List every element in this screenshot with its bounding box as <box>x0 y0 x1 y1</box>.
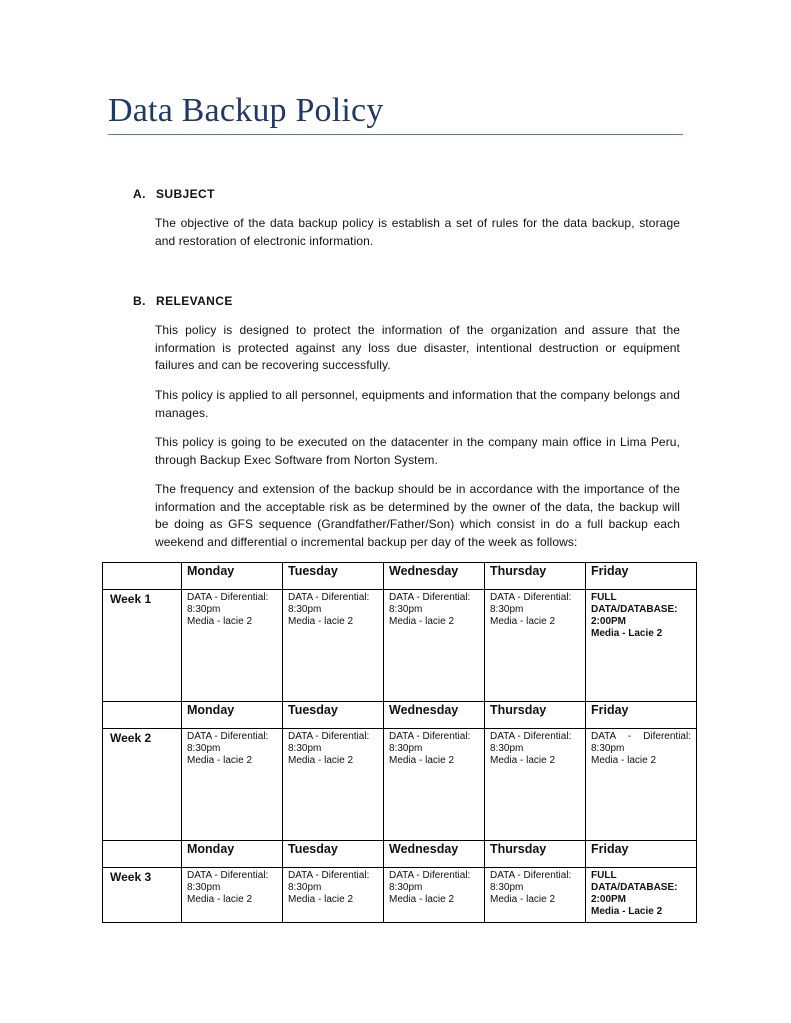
section-title: RELEVANCE <box>156 294 233 308</box>
backup-schedule-table <box>102 562 697 923</box>
day-header-wednesday: Wednesday <box>384 841 485 868</box>
subject-paragraph: The objective of the data backup policy is establish a set of rules for the data backup, storage and restoration of electronic information. <box>155 216 680 248</box>
section-heading-relevance <box>133 294 233 308</box>
section-letter: B. <box>133 294 146 308</box>
week-label: Week 2 <box>103 729 182 841</box>
day-header-monday: Monday <box>182 702 283 729</box>
schedule-cell: DATA - Diferential: 8:30pm Media - lacie 2 <box>485 590 586 702</box>
day-header-thursday: Thursday <box>485 563 586 590</box>
day-header-thursday: Thursday <box>485 702 586 729</box>
day-header-friday: Friday <box>586 563 697 590</box>
table-row-day-header <box>103 841 697 868</box>
schedule-cell: DATA - Diferential: 8:30pm Media - lacie 2 <box>283 729 384 841</box>
schedule-cell: DATA - Diferential: 8:30pm Media - lacie 2 <box>182 590 283 702</box>
table-row-week-1 <box>103 590 697 702</box>
schedule-cell: DATA - Diferential: 8:30pm Media - lacie 2 <box>283 868 384 923</box>
schedule-cell: DATA - Diferential: 8:30pm Media - lacie 2 <box>485 729 586 841</box>
schedule-cell: DATA - Diferential: 8:30pm Media - lacie 2 <box>182 729 283 841</box>
relevance-paragraph-1: This policy is designed to protect the information of the organization and assure that the information is protected against any loss due disaster, intentional destruction or equipment failures and can be recovering successfully. <box>155 323 680 372</box>
title-underline <box>108 134 683 135</box>
day-header-thursday: Thursday <box>485 841 586 868</box>
empty-corner-cell <box>103 702 182 729</box>
table-row-day-header <box>103 702 697 729</box>
schedule-cell: DATA - Diferential: 8:30pm Media - lacie 2 <box>384 868 485 923</box>
day-header-monday: Monday <box>182 841 283 868</box>
section-heading-subject <box>133 187 215 201</box>
schedule-cell: DATA - Diferential: 8:30pm Media - lacie 2 <box>586 729 697 841</box>
week-label: Week 1 <box>103 590 182 702</box>
day-header-friday: Friday <box>586 841 697 868</box>
week-label: Week 3 <box>103 868 182 923</box>
day-header-wednesday: Wednesday <box>384 702 485 729</box>
schedule-cell-full-backup: FULL DATA/DATABASE: 2:00PM Media - Lacie 2 <box>586 868 697 923</box>
schedule-cell: DATA - Diferential: 8:30pm Media - lacie 2 <box>485 868 586 923</box>
schedule-cell: DATA - Diferential: 8:30pm Media - lacie 2 <box>182 868 283 923</box>
day-header-monday: Monday <box>182 563 283 590</box>
table-row-week-3 <box>103 868 697 923</box>
empty-corner-cell <box>103 563 182 590</box>
table-row-week-2 <box>103 729 697 841</box>
empty-corner-cell <box>103 841 182 868</box>
schedule-cell: DATA - Diferential: 8:30pm Media - lacie 2 <box>384 729 485 841</box>
schedule-cell-full-backup: FULL DATA/DATABASE: 2:00PM Media - Lacie 2 <box>586 590 697 702</box>
day-header-wednesday: Wednesday <box>384 563 485 590</box>
table-row-day-header <box>103 563 697 590</box>
day-header-friday: Friday <box>586 702 697 729</box>
schedule-cell: DATA - Diferential: 8:30pm Media - lacie 2 <box>283 590 384 702</box>
page-title: Data Backup Policy <box>108 92 384 129</box>
relevance-paragraph-3: This policy is going to be executed on the datacenter in the company main office in Lima Peru, through Backup Exec Software from Norton System. <box>155 435 680 467</box>
day-header-tuesday: Tuesday <box>283 841 384 868</box>
relevance-paragraph-4: The frequency and extension of the backup should be in accordance with the importance of the information and the acceptable risk as be determined by the owner of the data, the backup will be doing as GFS sequence (Grandfather/Father/Son) which consist in do a full backup each weekend and differential o incremental backup per day of the week as follows: <box>155 482 680 549</box>
section-letter: A. <box>133 187 146 201</box>
section-title: SUBJECT <box>156 187 215 201</box>
schedule-cell: DATA - Diferential: 8:30pm Media - lacie 2 <box>384 590 485 702</box>
day-header-tuesday: Tuesday <box>283 563 384 590</box>
relevance-paragraph-2: This policy is applied to all personnel, equipments and information that the company belongs and manages. <box>155 388 680 420</box>
day-header-tuesday: Tuesday <box>283 702 384 729</box>
